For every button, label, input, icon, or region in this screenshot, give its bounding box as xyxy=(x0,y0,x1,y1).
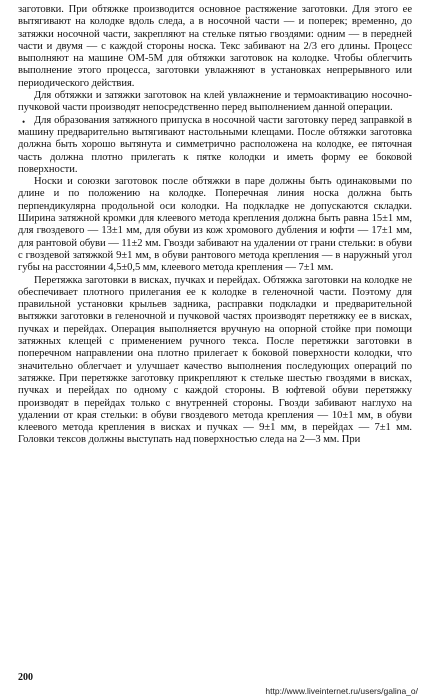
paragraph-1: заготовки. При обтяжке производится основное растяжение заготовки. Для этого ее вытягивают на колодке вдоль следа, а в носочной части — и поперек; временно, до затяжки носочной части, закрепляют на стельке пятью гвоздями: одним — в передней части и двумя — с каждой стороны носка. Текс забивают на 2/3 его длины. Процесс выполняют на машине ОМ-5М для обтяжки заготовок на колодке. Чтобы облегчить выполнение этого процесса, заготовки увлажняют в установках непрерывного или периодического действия. xyxy=(18,4,412,89)
page-body xyxy=(18,4,412,447)
paragraph-5: Перетяжка заготовки в висках, пучках и перейдах. Обтяжка заготовки на колодке не обеспечивает плотного прилегания ее к колодке в геленочной части. Поэтому для правильной установки крыльев задника, расправки подкладки и предварительной вытяжки заготовки в геленочной и пучковой частях производят перетяжку ее в висках, пучках и перейдах. Операция выполняется вручную на опорной стойке при помощи затяжных клещей с применением ручного текса. После перетяжки заготовки в поперечном направлении она плотно прилегает к боковой поверхности колодки, что значительно облегчает и улучшает качество выполнения последующих операций по затяжке. При перетяжке заготовку прикрепляют к стельке шестью гвоздями в висках, пучках и перейдах по одному с каждой стороны. В юфтевой обуви перетяжку производят в перейдах только с внутренней стороны. Гвозди забивают наглухо на удалении от края стельки: в обуви гвоздевого метода крепления — 10±1 мм, в обуви клеевого метода крепления в висках и пучках — 9±1 мм, в перейдах — 7±1 мм. Головки тексов должны выступать над поверхностью следа на 2—3 мм. При xyxy=(18,274,412,446)
paragraph-2: Для обтяжки и затяжки заготовок на клей увлажнение и термоактивацию носочно-пучковой части производят непосредственно перед выполнением данной операции. xyxy=(18,90,412,114)
source-url-watermark: http://www.liveinternet.ru/users/galina_o/ xyxy=(265,686,418,696)
page-number: 200 xyxy=(18,672,33,683)
paragraph-4: Носки и союзки заготовок после обтяжки в паре должны быть одинаковыми по длине и по положению на колодке. Поперечная линия носка должна быть перпендикулярна продольной оси колодки. На подкладке не допускаются складки. Ширина затяжной кромки для клеевого метода крепления должна быть равна 15±1 мм, для гвоздевого — 13±1 мм, для обуви из кож хромового дубления и юфти — 17±1 мм, для рантовой обуви — 11±2 мм. Гвозди забивают на удалении от грани стельки: в обуви с гвоздевой затяжкой 9±1 мм, в обуви рантового метода крепления — в наружный угол губы на расстоянии 4,5±0,5 мм, клеевого метода крепления — 7±1 мм. xyxy=(18,176,412,274)
bullet-mark: • xyxy=(22,116,26,127)
paragraph-3 xyxy=(18,115,412,176)
paragraph-3-text: Для образования затяжного припуска в носочной части заготовку перед заправкой в машину предварительно вытягивают настольными клещами. После обтяжки заготовка должна быть хорошо вытянута и симметрично расположена на колодке, ее пяточная часть должна плотно прилегать к пятке колодки и иметь форму ее боковой поверхности. xyxy=(18,114,412,175)
